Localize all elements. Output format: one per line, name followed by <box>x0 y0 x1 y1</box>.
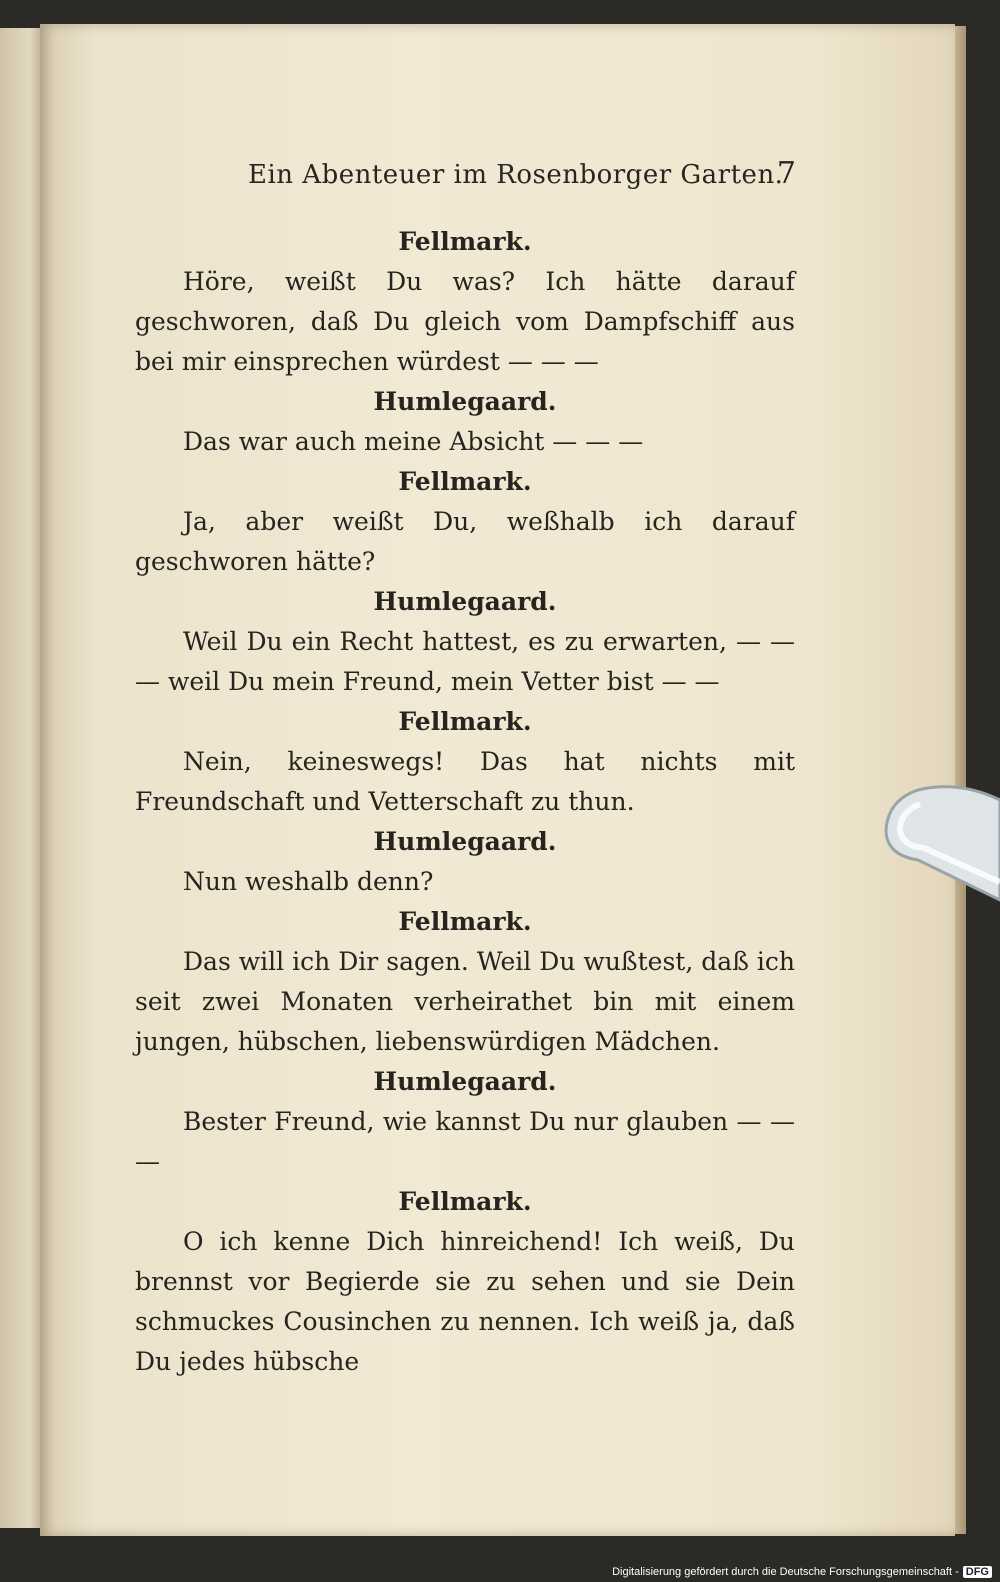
dialogue-paragraph: Bester Freund, wie kannst Du nur glauben — — — <box>135 1107 795 1176</box>
speaker-name: Fellmark. <box>398 707 532 736</box>
speaker-name: Humlegaard. <box>373 827 557 856</box>
dialogue-paragraph: Höre, weißt Du was? Ich hätte darauf geschworen, daß Du gleich vom Dampfschiff aus bei mir einsprechen würdest — — — <box>135 267 795 376</box>
dialogue-paragraph: O ich kenne Dich hinreichend! Ich weiß, Du brennst vor Begierde sie zu sehen und sie Dein schmuckes Cousinchen zu nennen. Ich weiß ja, daß Du jedes hübsche <box>135 1227 795 1376</box>
dfg-logo: DFG <box>963 1566 992 1578</box>
dialogue-paragraph: Ja, aber weißt Du, weßhalb ich darauf geschworen hätte? <box>135 507 795 576</box>
page-clip-icon <box>878 770 1000 920</box>
speaker-name: Fellmark. <box>398 907 532 936</box>
dialogue-paragraph: Das war auch meine Absicht — — — <box>183 427 644 456</box>
credit-text: Digitalisierung gefördert durch die Deutsche Forschungsgemeinschaft - <box>612 1566 959 1578</box>
running-title: Ein Abenteuer im Rosenborger Garten. <box>248 160 784 190</box>
page-number: 7 <box>776 156 796 191</box>
page-text <box>135 222 795 1382</box>
dialogue-paragraph: Das will ich Dir sagen. Weil Du wußtest, daß ich seit zwei Monaten verheirathet bin mit einem jungen, hübschen, liebenswürdigen Mädchen. <box>135 947 795 1056</box>
digitization-credit <box>612 1566 992 1578</box>
speaker-name: Fellmark. <box>398 467 532 496</box>
dialogue-paragraph: Nein, keineswegs! Das hat nichts mit Freundschaft und Vetterschaft zu thun. <box>135 747 795 816</box>
speaker-name: Humlegaard. <box>373 1067 557 1096</box>
dialogue-paragraph: Weil Du ein Recht hattest, es zu erwarten, — — — weil Du mein Freund, mein Vetter bist — — <box>135 627 795 696</box>
speaker-name: Fellmark. <box>398 227 532 256</box>
left-page-edge <box>0 28 43 1528</box>
speaker-name: Fellmark. <box>398 1187 532 1216</box>
dialogue-paragraph: Nun weshalb denn? <box>183 867 434 896</box>
speaker-name: Humlegaard. <box>373 387 557 416</box>
speaker-name: Humlegaard. <box>373 587 557 616</box>
running-header <box>248 156 796 196</box>
